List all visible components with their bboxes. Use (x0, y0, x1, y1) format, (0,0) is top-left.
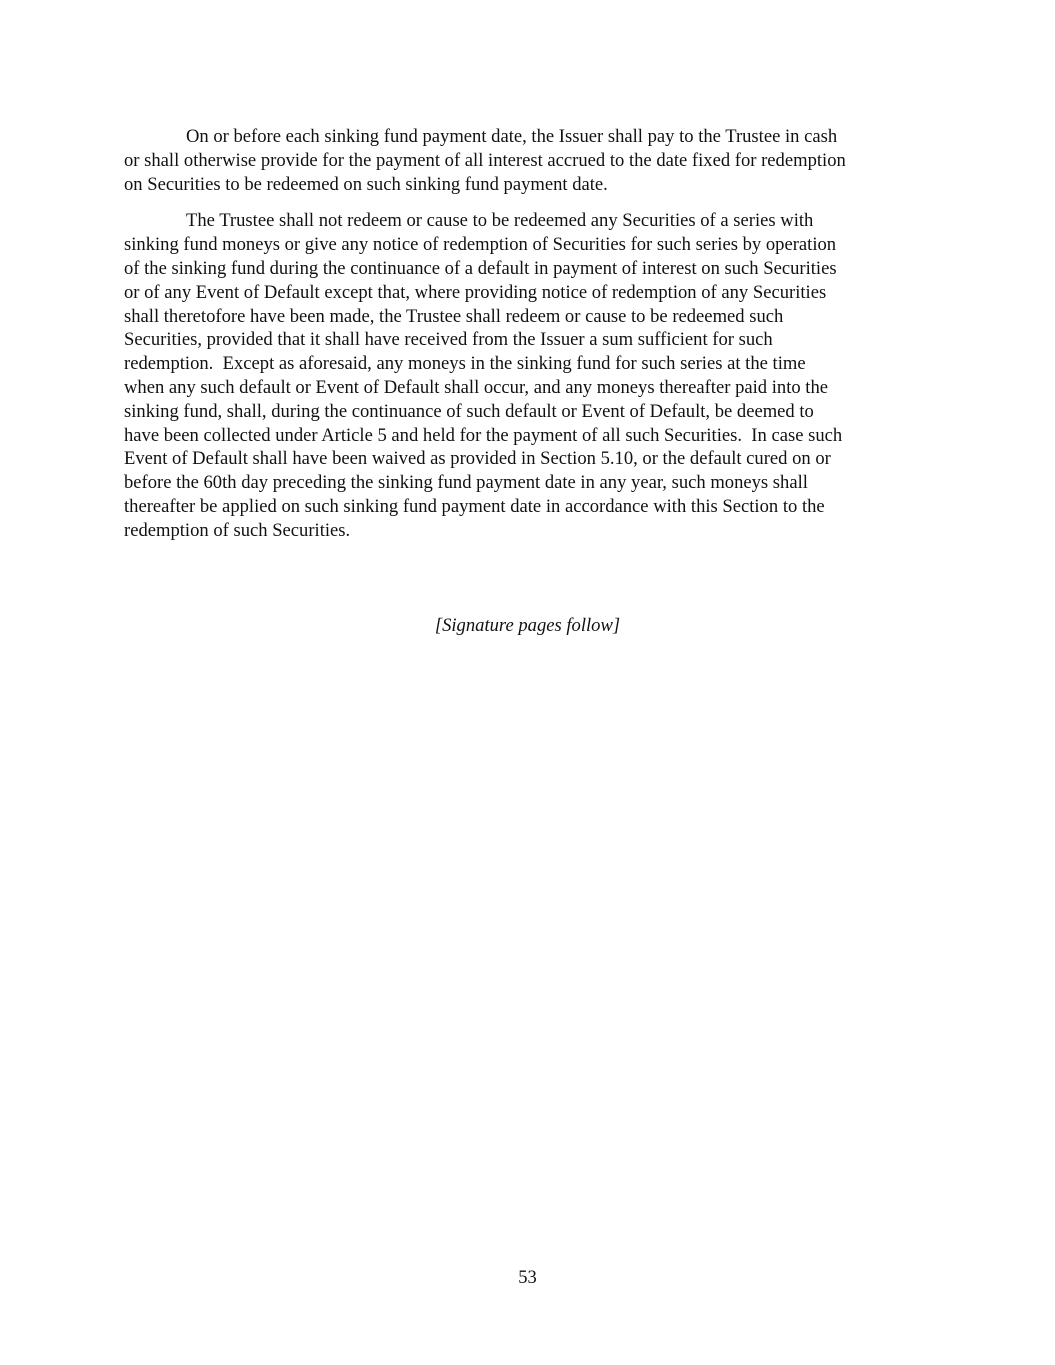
text-line: have been collected under Article 5 and held for the payment of all such Securities. In case such (124, 424, 843, 446)
paragraph-interest-payment (124, 125, 934, 196)
text-line: sinking fund moneys or give any notice of redemption of Securities for such series by operation (124, 234, 837, 256)
document-body (124, 125, 934, 543)
paragraph-redemption-restriction (124, 209, 934, 542)
text-line: before the 60th day preceding the sinking fund payment date in any year, such moneys shall (124, 472, 808, 494)
text-line: on Securities to be redeemed on such sinking fund payment date. (124, 173, 608, 195)
text-line: thereafter be applied on such sinking fund payment date in accordance with this Section to the (124, 495, 825, 517)
text-line: or shall otherwise provide for the payment of all interest accrued to the date fixed for redemption (124, 149, 846, 171)
text-line: Event of Default shall have been waived as provided in Section 5.10, or the default cured on or (124, 448, 831, 470)
text-line: On or before each sinking fund payment date, the Issuer shall pay to the Trustee in cash (186, 126, 838, 147)
text-line: sinking fund, shall, during the continuance of such default or Event of Default, be deemed to (124, 400, 814, 422)
page-number: 53 (518, 1267, 537, 1288)
text-line: shall theretofore have been made, the Trustee shall redeem or cause to be redeemed such (124, 305, 784, 327)
text-line: when any such default or Event of Default shall occur, and any moneys thereafter paid into the (124, 376, 829, 398)
text-line: redemption of such Securities. (124, 519, 351, 541)
text-line: or of any Event of Default except that, where providing notice of redemption of any Securities (124, 281, 827, 303)
text-line: of the sinking fund during the continuance of a default in payment of interest on such Securities (124, 257, 837, 279)
text-line: redemption. Except as aforesaid, any moneys in the sinking fund for such series at the time (124, 353, 806, 375)
signature-pages-note: [Signature pages follow] (434, 615, 621, 636)
text-line: Securities, provided that it shall have received from the Issuer a sum sufficient for such (124, 329, 773, 351)
text-line: The Trustee shall not redeem or cause to be redeemed any Securities of a series with (186, 210, 814, 232)
